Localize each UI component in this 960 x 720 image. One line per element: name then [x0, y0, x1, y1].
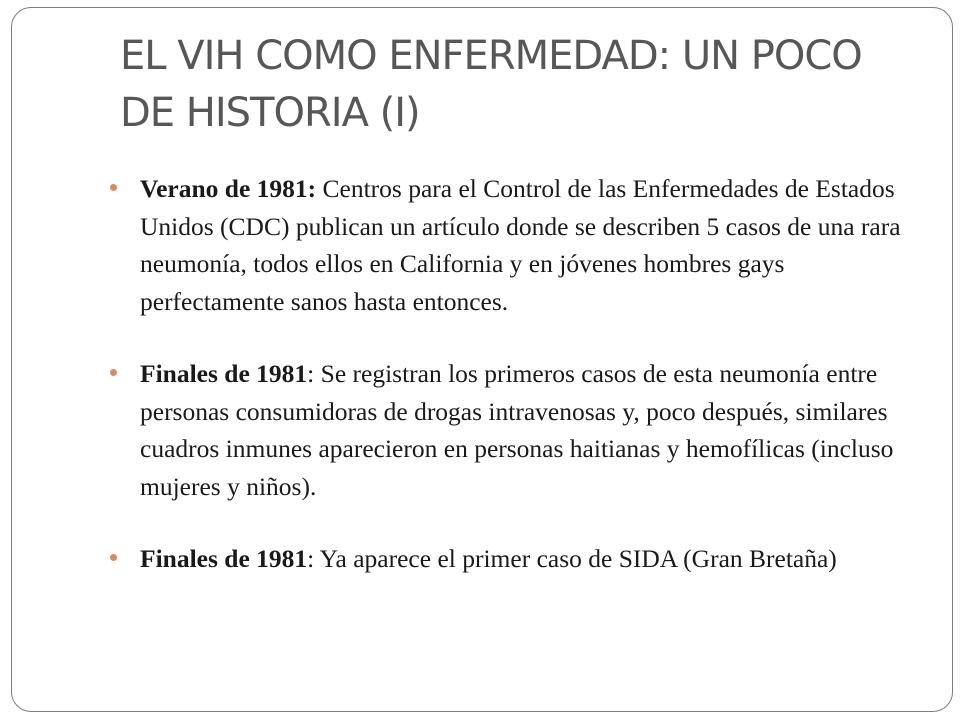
bullet-lead: Verano de 1981:	[140, 174, 317, 203]
bullet-lead: Finales de 1981	[140, 359, 308, 388]
bullet-text: : Ya aparece el primer caso de SIDA (Gran Bretaña)	[307, 544, 837, 573]
bullet-lead: Finales de 1981	[140, 544, 308, 573]
bullet-item-verano-1981	[108, 170, 928, 320]
bullet-list	[108, 170, 928, 578]
slide-frame	[11, 7, 953, 712]
bullet-item-finales-1981-a	[108, 355, 928, 505]
bullet-dot-icon	[110, 184, 117, 191]
bullet-dot-icon	[110, 554, 117, 561]
bullet-text: Centros para el Control de las Enfermedades de Estados Unidos (CDC) publican un artículo donde se describen 5 casos de una rara neumonía, todos ellos en California y en jóvenes hombres gays perfectamente sanos hasta entonces.	[140, 174, 901, 316]
bullet-item-finales-1981-b	[108, 540, 928, 578]
bullet-text: : Se registran los primeros casos de esta neumonía entre personas consumidoras de drogas intravenosas y, poco después, similares cuadros inmunes aparecieron en personas haitianas y hemofílicas (incluso mujeres y niños).	[140, 359, 894, 501]
slide-title: EL VIH COMO ENFERMEDAD: UN POCO DE HISTORIA (I)	[120, 33, 862, 136]
bullet-dot-icon	[110, 369, 117, 376]
